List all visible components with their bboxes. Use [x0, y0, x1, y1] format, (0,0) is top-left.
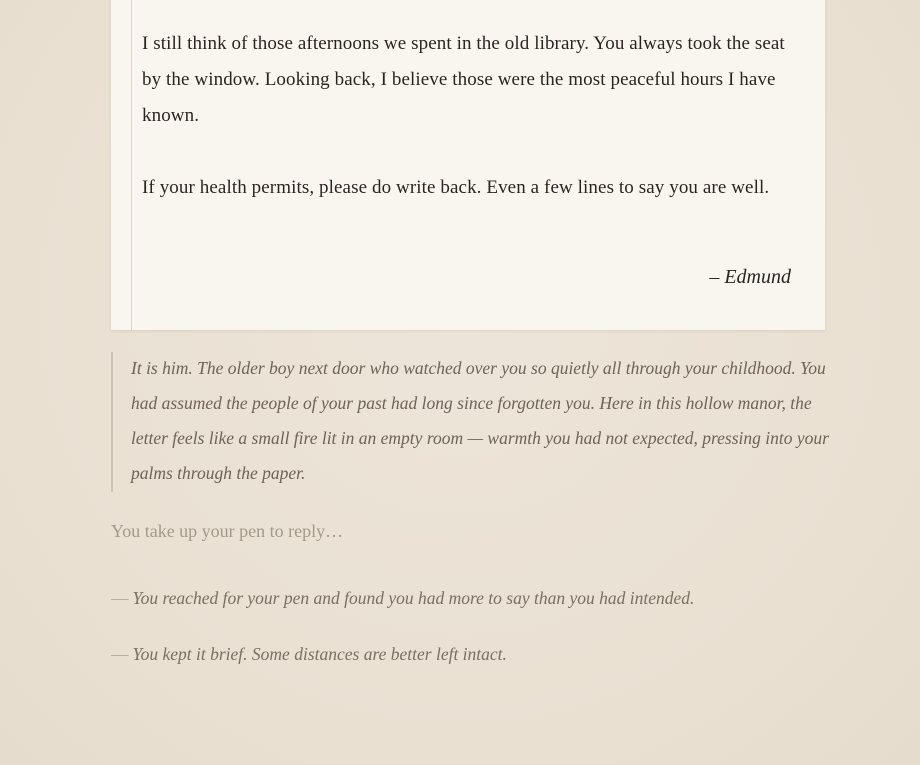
letter-card: [111, 0, 825, 330]
letter-signature: – Edmund: [709, 266, 791, 288]
choice-label: You kept it brief. Some distances are better left intact.: [132, 644, 507, 664]
choice-keep-brief[interactable]: [111, 644, 507, 665]
choice-write-more[interactable]: [111, 588, 694, 609]
letter-partial-line: [142, 0, 797, 2]
choice-label: You reached for your pen and found you had more to say than you had intended.: [132, 588, 695, 608]
narration-text: It is him. The older boy next door who watched over you so quietly all through your childhood. You had assumed the people of your past had long since forgotten you. Here in this hollow manor, the letter feels like a small fire lit in an empty room — warmth you had not expected, pressing into your palms through the paper.: [131, 358, 829, 483]
letter-paragraph-1: I still think of those afternoons we spent in the old library. You always took the seat by the window. Looking back, I believe those were the most peaceful hours I have known.: [142, 33, 785, 126]
letter-margin-rule: [131, 0, 132, 330]
reply-prompt: You take up your pen to reply…: [111, 521, 344, 541]
letter-paragraph-2: If your health permits, please do write back. Even a few lines to say you are well.: [142, 177, 770, 198]
choice-dash: —: [111, 588, 129, 608]
choice-dash: —: [111, 644, 129, 664]
narration-block: [111, 352, 831, 492]
